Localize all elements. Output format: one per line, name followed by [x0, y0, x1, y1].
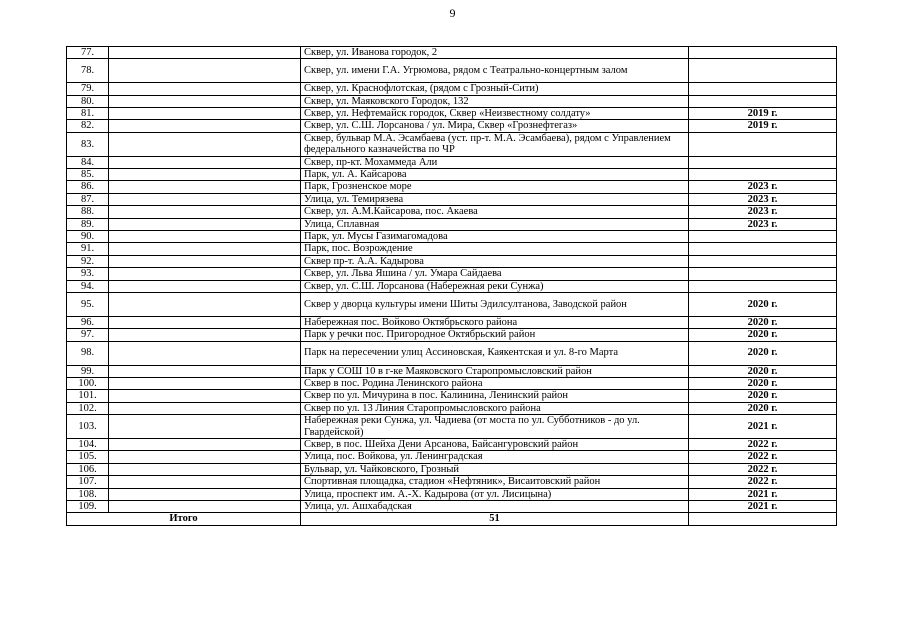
row-object-name: Парк у речки пос. Пригородное Октябрьский район: [301, 329, 689, 341]
row-empty-cell: [109, 451, 301, 463]
table-row: [67, 402, 837, 414]
table-row: [67, 341, 837, 365]
row-number: 84.: [67, 156, 109, 168]
row-object-name: Сквер, пр-кт. Мохаммеда Али: [301, 156, 689, 168]
row-empty-cell: [109, 193, 301, 205]
row-number: 93.: [67, 268, 109, 280]
table-row: [67, 451, 837, 463]
row-empty-cell: [109, 255, 301, 267]
row-empty-cell: [109, 365, 301, 377]
row-number: 109.: [67, 500, 109, 512]
table-row: [67, 231, 837, 243]
row-number: 104.: [67, 438, 109, 450]
row-year: 2023 г.: [689, 206, 837, 218]
row-number: 77.: [67, 47, 109, 59]
row-object-name: Сквер, ул. А.М.Кайсарова, пос. Акаева: [301, 206, 689, 218]
row-empty-cell: [109, 181, 301, 193]
row-empty-cell: [109, 293, 301, 317]
row-object-name: Сквер, ул. Маяковского Городок, 132: [301, 95, 689, 107]
objects-table-body: [67, 47, 837, 526]
row-year: 2020 г.: [689, 329, 837, 341]
row-empty-cell: [109, 59, 301, 83]
row-number: 98.: [67, 341, 109, 365]
row-object-name: Сквер, в пос. Шейха Дени Арсанова, Байсангуровский район: [301, 438, 689, 450]
row-object-name: Сквер, ул. Краснофлотская, (рядом с Грозный-Сити): [301, 83, 689, 95]
row-number: 90.: [67, 231, 109, 243]
row-number: 107.: [67, 476, 109, 488]
row-year: 2021 г.: [689, 500, 837, 512]
row-number: 101.: [67, 390, 109, 402]
row-empty-cell: [109, 402, 301, 414]
row-object-name: Парк, ул. Мусы Газимагомадова: [301, 231, 689, 243]
table-row: [67, 193, 837, 205]
table-row: [67, 218, 837, 230]
row-empty-cell: [109, 390, 301, 402]
row-number: 100.: [67, 377, 109, 389]
row-year: [689, 255, 837, 267]
row-empty-cell: [109, 169, 301, 181]
row-year: 2023 г.: [689, 181, 837, 193]
table-row: [67, 365, 837, 377]
total-label: Итого: [67, 513, 301, 525]
row-year: 2023 г.: [689, 218, 837, 230]
row-number: 82.: [67, 120, 109, 132]
table-row: [67, 206, 837, 218]
row-empty-cell: [109, 280, 301, 292]
row-year: 2019 г.: [689, 120, 837, 132]
row-year: 2020 г.: [689, 377, 837, 389]
row-number: 80.: [67, 95, 109, 107]
table-row: [67, 316, 837, 328]
row-object-name: Сквер, ул. Иванова городок, 2: [301, 47, 689, 59]
row-empty-cell: [109, 476, 301, 488]
row-empty-cell: [109, 341, 301, 365]
row-object-name: Улица, ул. Темирязева: [301, 193, 689, 205]
row-object-name: Бульвар, ул. Чайковского, Грозный: [301, 463, 689, 475]
row-empty-cell: [109, 377, 301, 389]
row-year: 2020 г.: [689, 316, 837, 328]
row-year: 2022 г.: [689, 463, 837, 475]
total-empty-cell: [689, 513, 837, 525]
row-object-name: Улица, ул. Ашхабадская: [301, 500, 689, 512]
row-year: [689, 83, 837, 95]
table-row: [67, 169, 837, 181]
row-number: 94.: [67, 280, 109, 292]
row-object-name: Сквер по ул. Мичурина в пос. Калинина, Ленинский район: [301, 390, 689, 402]
row-year: 2021 г.: [689, 488, 837, 500]
row-number: 83.: [67, 132, 109, 156]
row-year: [689, 132, 837, 156]
row-year: 2022 г.: [689, 451, 837, 463]
row-empty-cell: [109, 329, 301, 341]
row-year: [689, 95, 837, 107]
row-empty-cell: [109, 316, 301, 328]
table-row: [67, 132, 837, 156]
row-year: 2020 г.: [689, 293, 837, 317]
row-object-name: Сквер, бульвар М.А. Эсамбаева (уст. пр-т. М.А. Эсамбаева), рядом с Управлением федерального казначейства по ЧР: [301, 132, 689, 156]
objects-table: [66, 46, 837, 526]
row-year: 2020 г.: [689, 341, 837, 365]
row-object-name: Набережная пос. Войково Октябрьского района: [301, 316, 689, 328]
row-empty-cell: [109, 500, 301, 512]
table-row: [67, 156, 837, 168]
table-row: [67, 293, 837, 317]
table-row: [67, 59, 837, 83]
row-number: 95.: [67, 293, 109, 317]
row-number: 86.: [67, 181, 109, 193]
row-number: 108.: [67, 488, 109, 500]
row-object-name: Парк, Грозненское море: [301, 181, 689, 193]
row-empty-cell: [109, 438, 301, 450]
row-number: 79.: [67, 83, 109, 95]
table-row: [67, 47, 837, 59]
row-year: 2021 г.: [689, 415, 837, 439]
row-object-name: Набережная реки Сунжа, ул. Чадиева (от моста по ул. Субботников - до ул. Гвардейской): [301, 415, 689, 439]
row-empty-cell: [109, 206, 301, 218]
row-object-name: Парк у СОШ 10 в г-ке Маяковского Старопромысловский район: [301, 365, 689, 377]
row-object-name: Сквер, ул. С.Ш. Лорсанова / ул. Мира, Сквер «Грознефтегаз»: [301, 120, 689, 132]
total-row: [67, 513, 837, 525]
row-year: [689, 280, 837, 292]
row-object-name: Спортивная площадка, стадион «Нефтяник», Висаитовский район: [301, 476, 689, 488]
row-number: 91.: [67, 243, 109, 255]
row-object-name: Парк на пересечении улиц Ассиновская, Каякентская и ул. 8-го Марта: [301, 341, 689, 365]
row-empty-cell: [109, 47, 301, 59]
table-row: [67, 390, 837, 402]
row-object-name: Сквер по ул. 13 Линия Старопромысловского района: [301, 402, 689, 414]
row-empty-cell: [109, 108, 301, 120]
row-empty-cell: [109, 83, 301, 95]
table-row: [67, 83, 837, 95]
page-number: 9: [449, 6, 456, 20]
row-year: [689, 268, 837, 280]
row-number: 92.: [67, 255, 109, 267]
row-number: 105.: [67, 451, 109, 463]
row-year: [689, 231, 837, 243]
table-row: [67, 243, 837, 255]
row-object-name: Сквер в пос. Родина Ленинского района: [301, 377, 689, 389]
row-empty-cell: [109, 95, 301, 107]
row-object-name: Сквер, ул. Нефтемайск городок, Сквер «Неизвестному солдату»: [301, 108, 689, 120]
row-year: [689, 59, 837, 83]
row-object-name: Сквер, ул. имени Г.А. Угрюмова, рядом с Театрально-концертным залом: [301, 59, 689, 83]
row-number: 96.: [67, 316, 109, 328]
row-year: 2022 г.: [689, 476, 837, 488]
table-row: [67, 108, 837, 120]
row-empty-cell: [109, 243, 301, 255]
row-object-name: Улица, проспект им. А.-Х. Кадырова (от ул. Лисицына): [301, 488, 689, 500]
row-year: [689, 243, 837, 255]
row-object-name: Улица, пос. Войкова, ул. Ленинградская: [301, 451, 689, 463]
row-empty-cell: [109, 488, 301, 500]
row-object-name: Парк, ул. А. Кайсарова: [301, 169, 689, 181]
row-year: [689, 169, 837, 181]
row-number: 85.: [67, 169, 109, 181]
row-empty-cell: [109, 120, 301, 132]
row-year: 2022 г.: [689, 438, 837, 450]
row-year: 2023 г.: [689, 193, 837, 205]
table-row: [67, 280, 837, 292]
total-value: 51: [301, 513, 689, 525]
row-empty-cell: [109, 231, 301, 243]
row-object-name: Сквер, ул. Льва Яшина / ул. Умара Сайдаева: [301, 268, 689, 280]
row-number: 78.: [67, 59, 109, 83]
row-empty-cell: [109, 463, 301, 475]
row-year: 2020 г.: [689, 365, 837, 377]
table-row: [67, 255, 837, 267]
table-row: [67, 120, 837, 132]
table-row: [67, 377, 837, 389]
table-row: [67, 476, 837, 488]
row-number: 99.: [67, 365, 109, 377]
row-number: 102.: [67, 402, 109, 414]
table-row: [67, 95, 837, 107]
row-empty-cell: [109, 218, 301, 230]
table-row: [67, 438, 837, 450]
row-number: 103.: [67, 415, 109, 439]
row-number: 89.: [67, 218, 109, 230]
row-object-name: Сквер, ул. С.Ш. Лорсанова (Набережная реки Сунжа): [301, 280, 689, 292]
table-row: [67, 329, 837, 341]
table-row: [67, 268, 837, 280]
row-empty-cell: [109, 156, 301, 168]
table-row: [67, 181, 837, 193]
row-year: 2020 г.: [689, 402, 837, 414]
table-row: [67, 463, 837, 475]
row-number: 97.: [67, 329, 109, 341]
table-row: [67, 488, 837, 500]
row-number: 88.: [67, 206, 109, 218]
row-object-name: Улица, Сплавная: [301, 218, 689, 230]
row-year: [689, 156, 837, 168]
row-object-name: Парк, пос. Возрождение: [301, 243, 689, 255]
row-empty-cell: [109, 268, 301, 280]
row-empty-cell: [109, 132, 301, 156]
table-row: [67, 500, 837, 512]
row-year: 2019 г.: [689, 108, 837, 120]
row-object-name: Сквер у дворца культуры имени Шиты Эдилсултанова, Заводской район: [301, 293, 689, 317]
table-row: [67, 415, 837, 439]
row-number: 81.: [67, 108, 109, 120]
row-year: 2020 г.: [689, 390, 837, 402]
row-number: 87.: [67, 193, 109, 205]
row-number: 106.: [67, 463, 109, 475]
row-year: [689, 47, 837, 59]
row-empty-cell: [109, 415, 301, 439]
row-object-name: Сквер пр-т. А.А. Кадырова: [301, 255, 689, 267]
